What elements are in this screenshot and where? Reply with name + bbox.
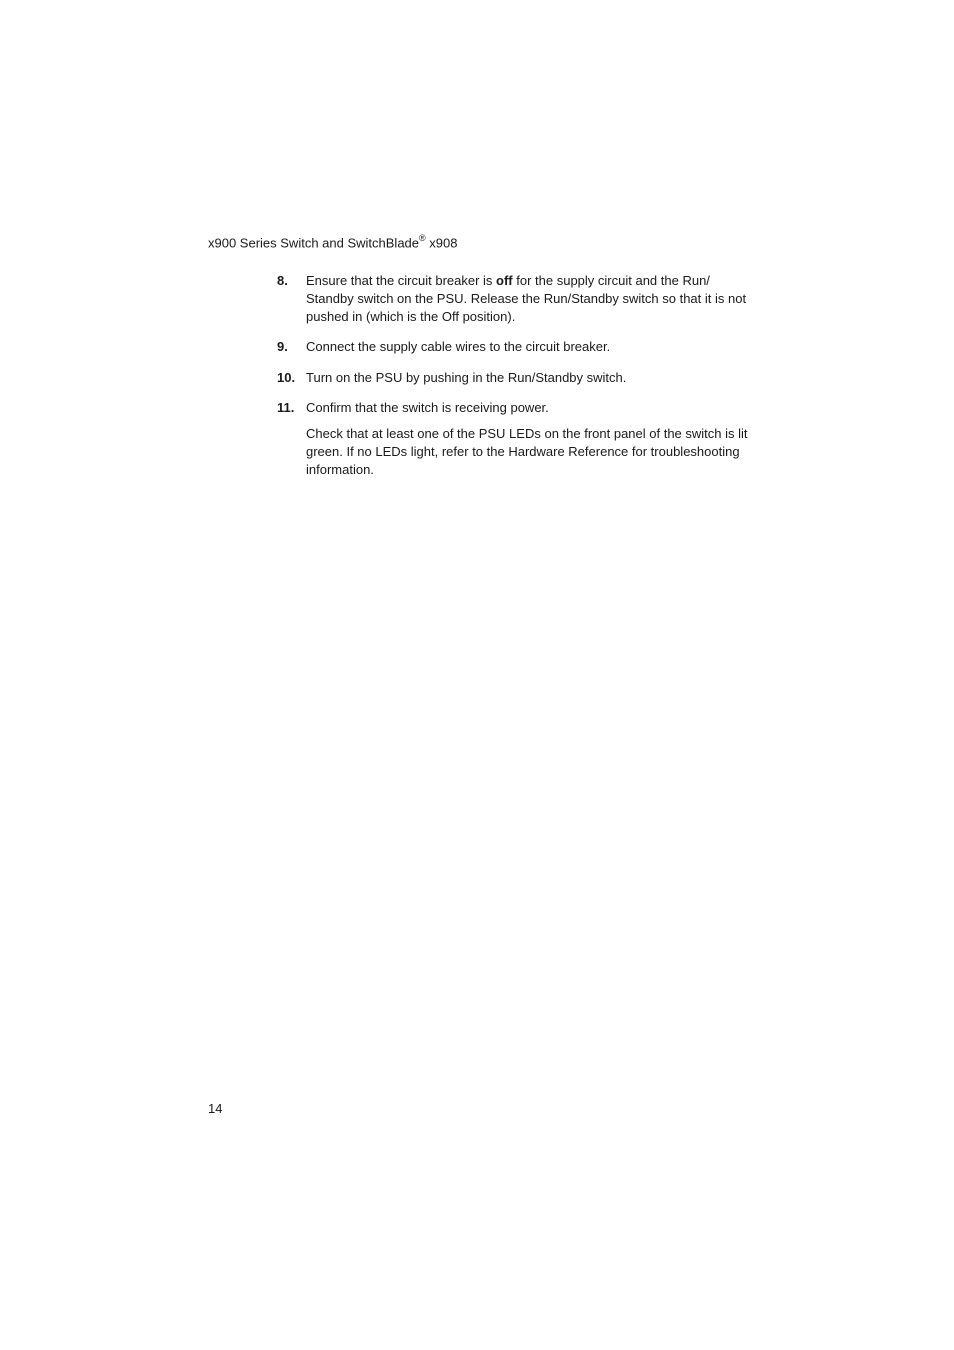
step-text: Turn on the PSU by pushing in the Run/Standby switch. <box>306 370 627 385</box>
step-item <box>277 399 757 479</box>
registered-trademark-symbol: ® <box>419 233 426 243</box>
step-item <box>277 272 757 326</box>
emphasis-off: off <box>496 273 513 288</box>
step-text: Connect the supply cable wires to the circuit breaker. <box>306 339 611 354</box>
running-header <box>208 230 457 252</box>
step-text-part: Ensure that the circuit breaker is <box>306 273 497 288</box>
step-note: Check that at least one of the PSU LEDs on the front panel of the switch is lit green. If no LEDs light, refer to the Hardware Reference for troubleshooting information. <box>306 426 748 477</box>
step-item <box>277 338 757 356</box>
header-title: x900 Series Switch and SwitchBlade <box>208 235 420 251</box>
step-number: 9. <box>277 339 288 354</box>
header-model: x908 <box>425 235 458 251</box>
page-number: 14 <box>208 1101 223 1116</box>
step-text-part: for the supply circuit and the Run/ Standby switch on the PSU. Release the Run/Standby switch so that it is not pushed in (which is the Off position). <box>306 273 747 324</box>
step-number: 10. <box>277 370 296 385</box>
step-text <box>306 272 757 326</box>
step-number: 8. <box>277 273 288 288</box>
step-item <box>277 369 757 387</box>
procedure-steps <box>277 272 757 479</box>
step-number: 11. <box>277 400 295 415</box>
step-text: Confirm that the switch is receiving power. <box>306 400 549 415</box>
